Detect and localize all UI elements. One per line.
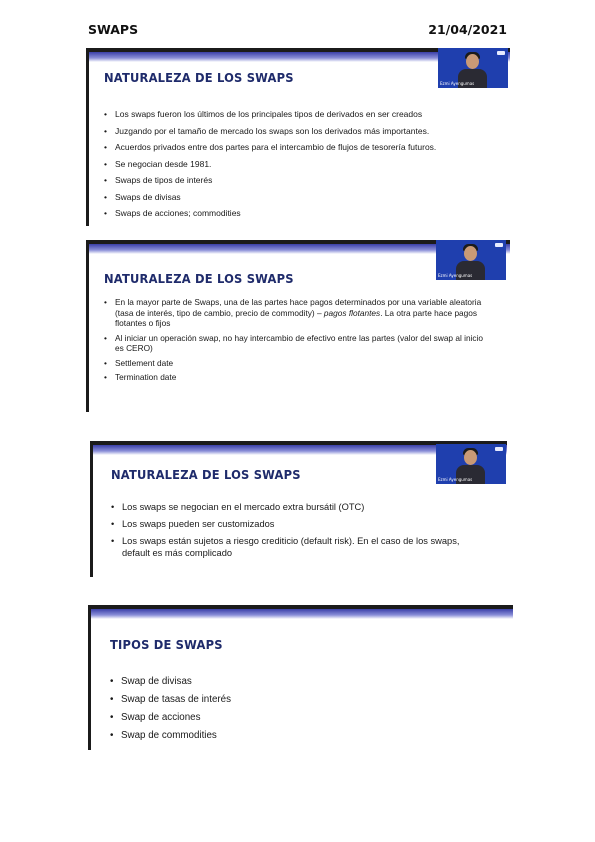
document-title: SWAPS [88,22,139,37]
list-item: • Los swaps fueron los últimos de los principales tipos de derivados en ser creados [104,106,504,123]
slide-2-title: NATURALEZA DE LOS SWAPS [104,271,294,286]
list-item: • Swaps de acciones; commodities [104,205,504,222]
slide-2 [86,240,510,412]
presenter-name: Ezmi Ayengumas [438,273,473,278]
list-item: • Termination date [104,372,484,383]
list-item [104,297,484,329]
bullet-text-tail: . La otra parte hace pagos flotantes o fijos [115,307,478,328]
slide-1-title: NATURALEZA DE LOS SWAPS [104,70,294,85]
list-item: • Settlement date [104,358,484,369]
presenter-video [436,444,506,484]
list-item: • Acuerdos privados entre dos partes para el intercambio de flujos de tesorería futuros. [104,139,504,156]
list-item: • Swaps de divisas [104,189,504,206]
presenter-name: Ezmi Ayengumas [440,81,475,86]
list-item: • Swap de commodities [110,727,410,745]
bullet-text: En la mayor parte de Swaps, una de las partes hace pagos determinados por una variable aleatoria (tasa de interés, tipo de cambio, precio de commodity) – [115,297,482,318]
document-date: 21/04/2021 [428,22,507,37]
camera-badge-icon [497,51,505,55]
slide-4-title: TIPOS DE SWAPS [110,637,223,652]
bullet-emphasis: pagos flotantes [323,307,381,318]
presenter-video [438,48,508,88]
list-item: • Los swaps se negocian en el mercado extra bursátil (OTC) [111,501,466,513]
camera-badge-icon [495,243,503,247]
list-item: • Los swaps pueden ser customizados [111,518,466,530]
list-item: • Swap de tasas de interés [110,691,410,709]
slide-4-bullets [110,673,410,745]
list-item: • Juzgando por el tamaño de mercado los swaps son los derivados más importantes. [104,123,504,140]
slide-3-title: NATURALEZA DE LOS SWAPS [111,467,301,482]
slide-1-bullets [104,106,504,222]
presenter-video [436,240,506,280]
slide-3-bullets [111,501,466,559]
camera-badge-icon [495,447,503,451]
list-item: • Swap de divisas [110,673,410,691]
list-item: • Los swaps están sujetos a riesgo crediticio (default risk). En el caso de los swaps, default es más complicado [111,535,466,559]
slide-2-bullets [104,297,484,383]
slide-3 [90,441,507,577]
slide-1 [86,48,510,226]
list-item: • Al iniciar un operación swap, no hay intercambio de efectivo entre las partes (valor del swap al inicio es CERO) [104,333,484,354]
presenter-name: Ezmi Ayengumas [438,477,473,482]
list-item: • Swap de acciones [110,709,410,727]
list-item: • Se negocian desde 1981. [104,156,504,173]
slide-4 [88,605,513,750]
list-item: • Swaps de tipos de interés [104,172,504,189]
